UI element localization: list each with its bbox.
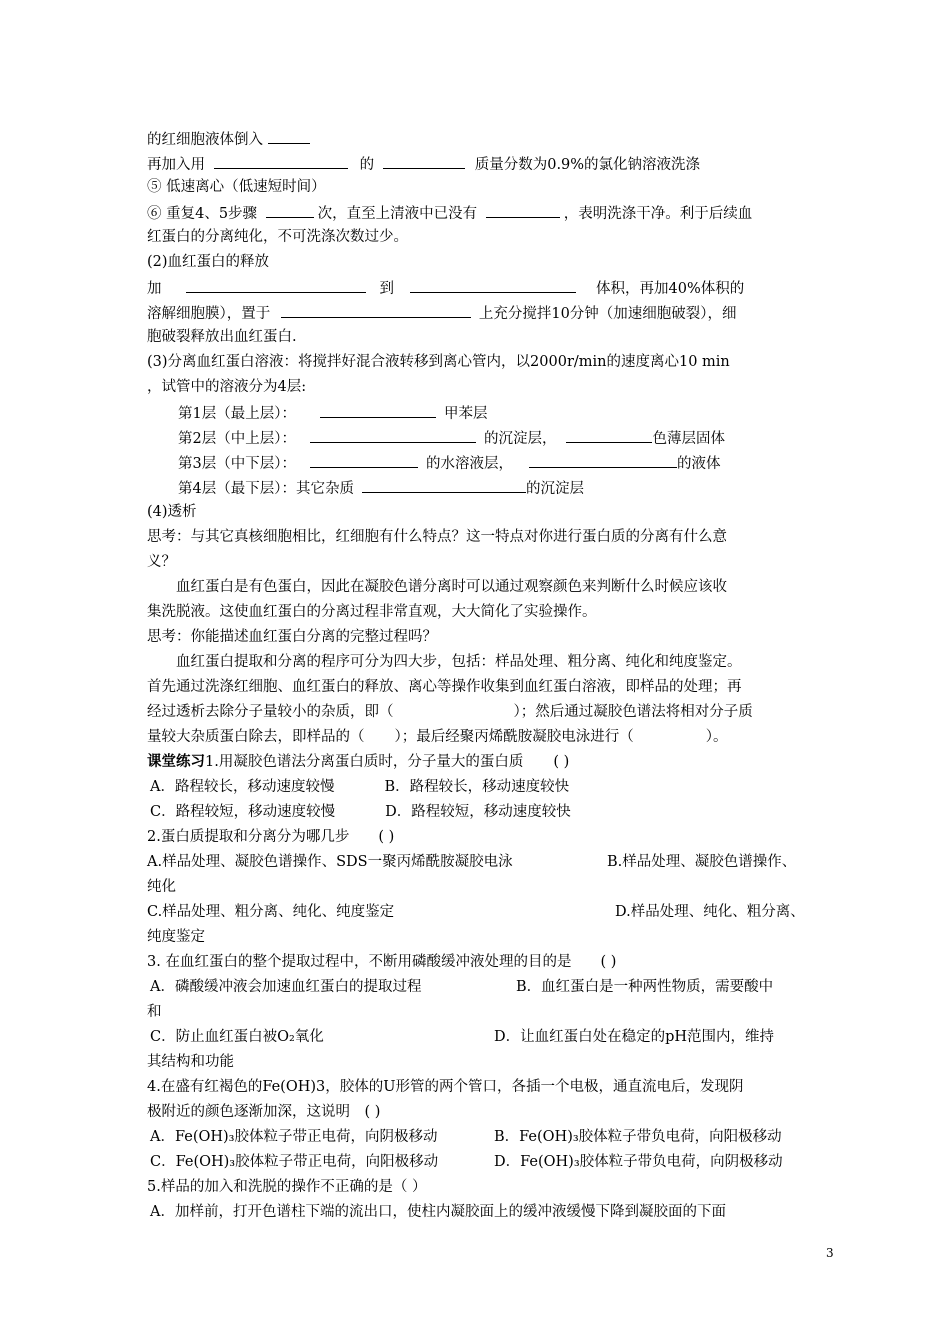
text-line: ⑤ 低速离心（低速短时间） — [147, 179, 326, 195]
fill-blank — [486, 202, 560, 218]
fill-blank — [281, 302, 471, 318]
fill-blank — [214, 153, 348, 169]
fill-blank — [186, 277, 366, 293]
text-line: 课堂练习1.用凝胶色谱法分离蛋白质时，分子量大的蛋白质 ( ) — [147, 753, 570, 770]
text-line: 红蛋白的分离纯化，不可洗涤次数过少。 — [147, 229, 408, 245]
option-line: C.样品处理、粗分离、纯化、纯度鉴定 D.样品处理、纯化、粗分离、 — [147, 904, 805, 920]
text-line: (4)透析 — [147, 504, 197, 520]
question-line: 4.在盛有红褐色的Fe(OH)3，胶体的U形管的两个管口，各插一个电极，通直流电后，发现阴 — [147, 1079, 744, 1095]
text-line: 和 — [147, 1004, 162, 1020]
text-line: 极附近的颜色逐渐加深，这说明 ( ) — [147, 1104, 381, 1120]
option-line: A．加样前，打开色谱柱下端的流出口，使柱内凝胶面上的缓冲液缓慢下降到凝胶面的下面 — [150, 1204, 726, 1220]
option-line: A．路程较长，移动速度较慢 B．路程较长，移动速度较快 — [150, 779, 570, 795]
fill-blank — [310, 427, 476, 443]
text-line: ，试管中的溶液分为4层: — [147, 379, 307, 395]
text-line: 思考：与其它真核细胞相比，红细胞有什么特点？这一特点对你进行蛋白质的分离有什么意 — [147, 529, 727, 545]
text-line: 溶解细胞膜），置于 上充分搅拌10分钟（加速细胞破裂），细 — [147, 302, 737, 324]
page-number: 3 — [826, 1246, 834, 1260]
option-line: C．防止血红蛋白被O₂氧化 D．让血红蛋白处在稳定的pH范围内，维持 — [150, 1029, 775, 1045]
fill-blank — [529, 452, 677, 468]
text-line: 血红蛋白提取和分离的程序可分为四大步，包括：样品处理、粗分离、纯化和纯度鉴定。 — [176, 654, 742, 670]
fill-blank — [362, 477, 526, 493]
text-line: 经过透析去除分子量较小的杂质，即（ ）；然后通过凝胶色谱法将相对分子质 — [147, 704, 753, 720]
text-line: 血红蛋白是有色蛋白，因此在凝胶色谱分离时可以通过观察颜色来判断什么时候应该收 — [176, 579, 727, 595]
text-line: ⑥ 重复4、5步骤 次，直至上清液中已没有 ，表明洗涤干净。利于后续血 — [147, 202, 752, 224]
text-line: 的红细胞液体倒入 — [147, 128, 310, 150]
option-line: A.样品处理、凝胶色谱操作、SDS一聚丙烯酰胺凝胶电泳 B.样品处理、凝胶色谱操作、 — [147, 854, 797, 870]
text-line: 义？ — [147, 554, 176, 570]
fill-blank — [383, 153, 465, 169]
fill-blank — [310, 452, 418, 468]
text-line: 第1层（最上层）： 甲苯层 — [178, 402, 487, 424]
fill-blank — [320, 402, 436, 418]
question-line: 3. 在血红蛋白的整个提取过程中，不断用磷酸缓冲液处理的目的是 ( ) — [147, 954, 617, 970]
exercise-heading: 课堂练习 — [147, 753, 205, 770]
fill-blank — [268, 128, 310, 144]
question-line: 2.蛋白质提取和分离分为哪几步 ( ) — [147, 829, 395, 845]
option-line: C．Fe(OH)₃胶体粒子带正电荷，向阳极移动 D．Fe(OH)₃胶体粒子带负电荷，向阴极移动 — [150, 1154, 783, 1170]
text-line: 加 到 体积，再加40%体积的 — [147, 277, 744, 299]
text-line: 思考：你能描述血红蛋白分离的完整过程吗？ — [147, 629, 437, 645]
fill-blank — [410, 277, 576, 293]
text-line: 首先通过洗涤红细胞、血红蛋白的释放、离心等操作收集到血红蛋白溶液，即样品的处理；再 — [147, 679, 742, 695]
question-line: 5.样品的加入和洗脱的操作不正确的是（ ） — [147, 1179, 427, 1195]
text-line: (3)分离血红蛋白溶液：将搅拌好混合液转移到离心管内，以2000r/min的速度离心10 min — [147, 354, 730, 370]
fill-blank — [266, 202, 314, 218]
text-line: 量较大杂质蛋白除去，即样品的（ ）；最后经聚丙烯酰胺凝胶电泳进行（ ）。 — [147, 729, 728, 745]
text-line: 第2层（中上层）： 的沉淀层， 色薄层固体 — [178, 427, 725, 449]
text-line: 再加入用 的 质量分数为0.9%的氯化钠溶液洗涤 — [147, 153, 700, 175]
text-line: 第3层（中下层）： 的水溶液层， 的液体 — [178, 452, 720, 474]
option-line: A．Fe(OH)₃胶体粒子带正电荷，向阴极移动 B．Fe(OH)₃胶体粒子带负电荷，向阳极移动 — [150, 1129, 782, 1145]
text-line: 集洗脱液。这使血红蛋白的分离过程非常直观，大大简化了实验操作。 — [147, 604, 597, 620]
text-line: 纯化 — [147, 879, 176, 895]
option-line: C．路程较短，移动速度较慢 D．路程较短，移动速度较快 — [150, 804, 571, 820]
text-line: 第4层（最下层）：其它杂质 的沉淀层 — [178, 477, 584, 499]
text-line: 其结构和功能 — [147, 1054, 234, 1070]
text-line: 胞破裂释放出血红蛋白. — [147, 329, 297, 345]
fill-blank — [566, 427, 652, 443]
text-line: 纯度鉴定 — [147, 929, 205, 945]
text-line: (2)血红蛋白的释放 — [147, 254, 270, 270]
option-line: A．磷酸缓冲液会加速血红蛋白的提取过程 B．血红蛋白是一种两性物质，需要酸中 — [150, 979, 774, 995]
